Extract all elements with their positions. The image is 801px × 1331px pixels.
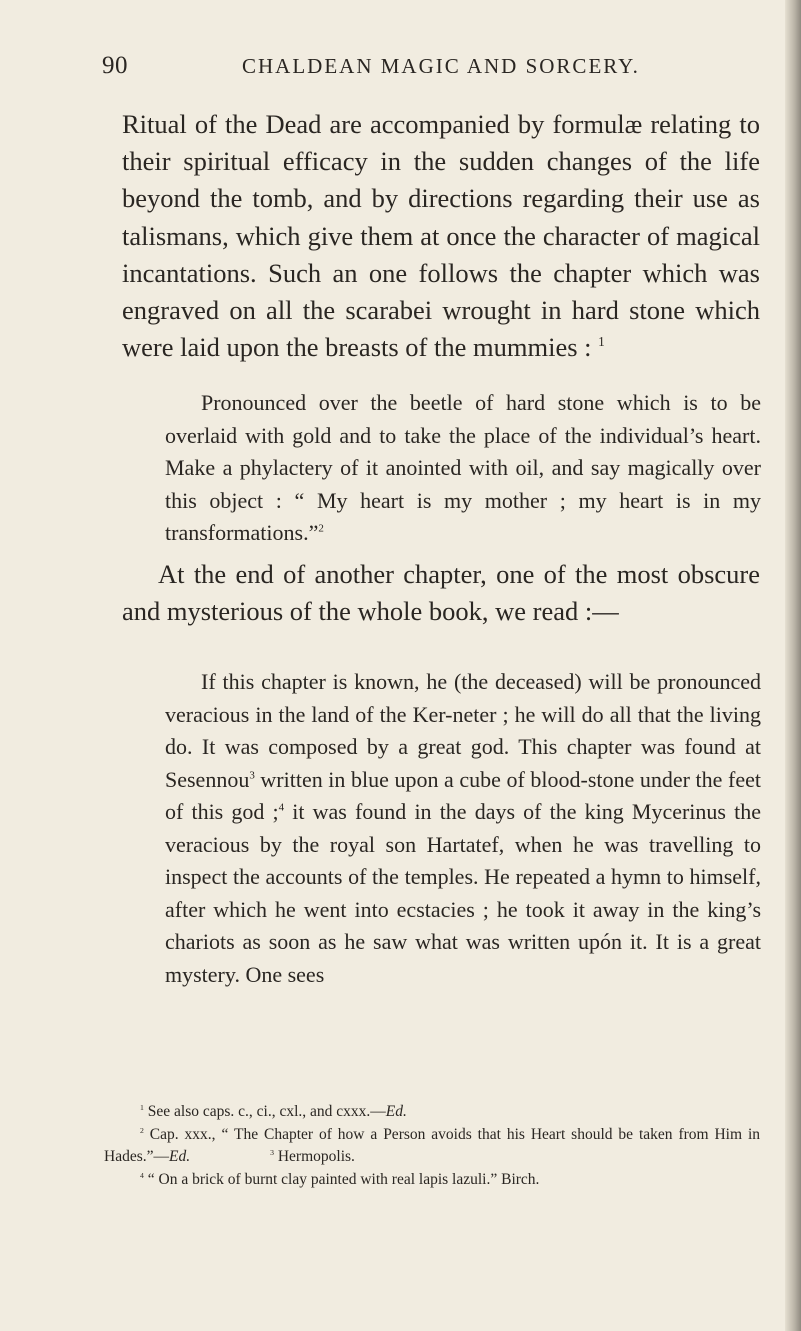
quotation-2: [165, 666, 761, 991]
footnote-ref-3: 3: [249, 769, 255, 782]
footnote-3-mark: 3: [270, 1147, 274, 1157]
footnote-3-text: Hermopolis.: [277, 1148, 355, 1165]
quotation-2-text-b: written in blue upon a cube of blood-stone under the feet of this god ;: [165, 766, 761, 824]
running-head: CHALDEAN MAGIC AND SORCERY.: [242, 54, 640, 78]
body-paragraph-2: [122, 556, 760, 630]
footnote-1-editor: Ed.: [385, 1103, 407, 1120]
paragraph-2-text: At the end of another chapter, one of the most obscure and mysterious of the whole book, we read :—: [122, 559, 760, 627]
quotation-1-text: Pronounced over the beetle of hard stone which is to be overlaid with gold and to take the place of the individual’s heart. Make a phylactery of it anointed with oil, and say magically over this object : “ My heart is my mother ; my heart is in my transformations.”: [165, 390, 761, 545]
page-number: 90: [102, 52, 128, 79]
footnote-2-editor: Ed.: [169, 1148, 191, 1165]
footnote-2: [104, 1124, 760, 1169]
footnote-1: [104, 1101, 760, 1124]
quotation-1: [165, 387, 761, 550]
page-header: [0, 52, 801, 82]
footnote-4: [104, 1169, 760, 1192]
footnote-1-mark: 1: [140, 1102, 144, 1112]
footnote-ref-1: 1: [598, 334, 605, 350]
footnote-ref-4: 4: [278, 801, 285, 814]
quotation-2-text-c: it was found in the days of the king Mycerinus the veracious by the royal son Hartatef, when he was travelling to inspect the accounts of the temples. He repeated a hymn to himself, after which he went into ecstacies ; he took it away in the king’s chariots as soon as he saw what was written upón it. It is a great mystery. One sees: [165, 799, 761, 987]
footnote-2-text: Cap. xxx., “ The Chapter of how a Person avoids that his Heart should be taken from Him in Hades.”—: [104, 1125, 761, 1165]
paragraph-1-text: Ritual of the Dead are accompanied by formulæ relating to their spiritual efficacy in the sudden changes of the life beyond the tomb, and by directions regarding their use as talismans, which give them at once the character of magical incantations. Such an one follows the chapter which was engraved on all the scarabei wrought in hard stone which were laid upon the breasts of the mummies :: [122, 109, 760, 363]
footnote-1-text: See also caps. c., ci., cxl., and cxxx.—: [147, 1103, 386, 1120]
page-edge-shadow: [785, 0, 801, 1331]
footnote-ref-2: 2: [318, 522, 324, 535]
footnote-2-mark: 2: [140, 1125, 144, 1135]
footnotes: [104, 1101, 760, 1191]
footnote-4-mark: 4: [140, 1170, 144, 1180]
footnote-4-text: “ On a brick of burnt clay painted with real lapis lazuli.” Birch.: [147, 1170, 540, 1188]
quotation-2-text-a: If this chapter is known, he (the deceased) will be pronounced veracious in the land of the Ker-neter ; he will do all that the living do. It was composed by a great god. This chapter was found at Sesennou: [165, 669, 761, 792]
body-paragraph-1: [122, 106, 760, 366]
